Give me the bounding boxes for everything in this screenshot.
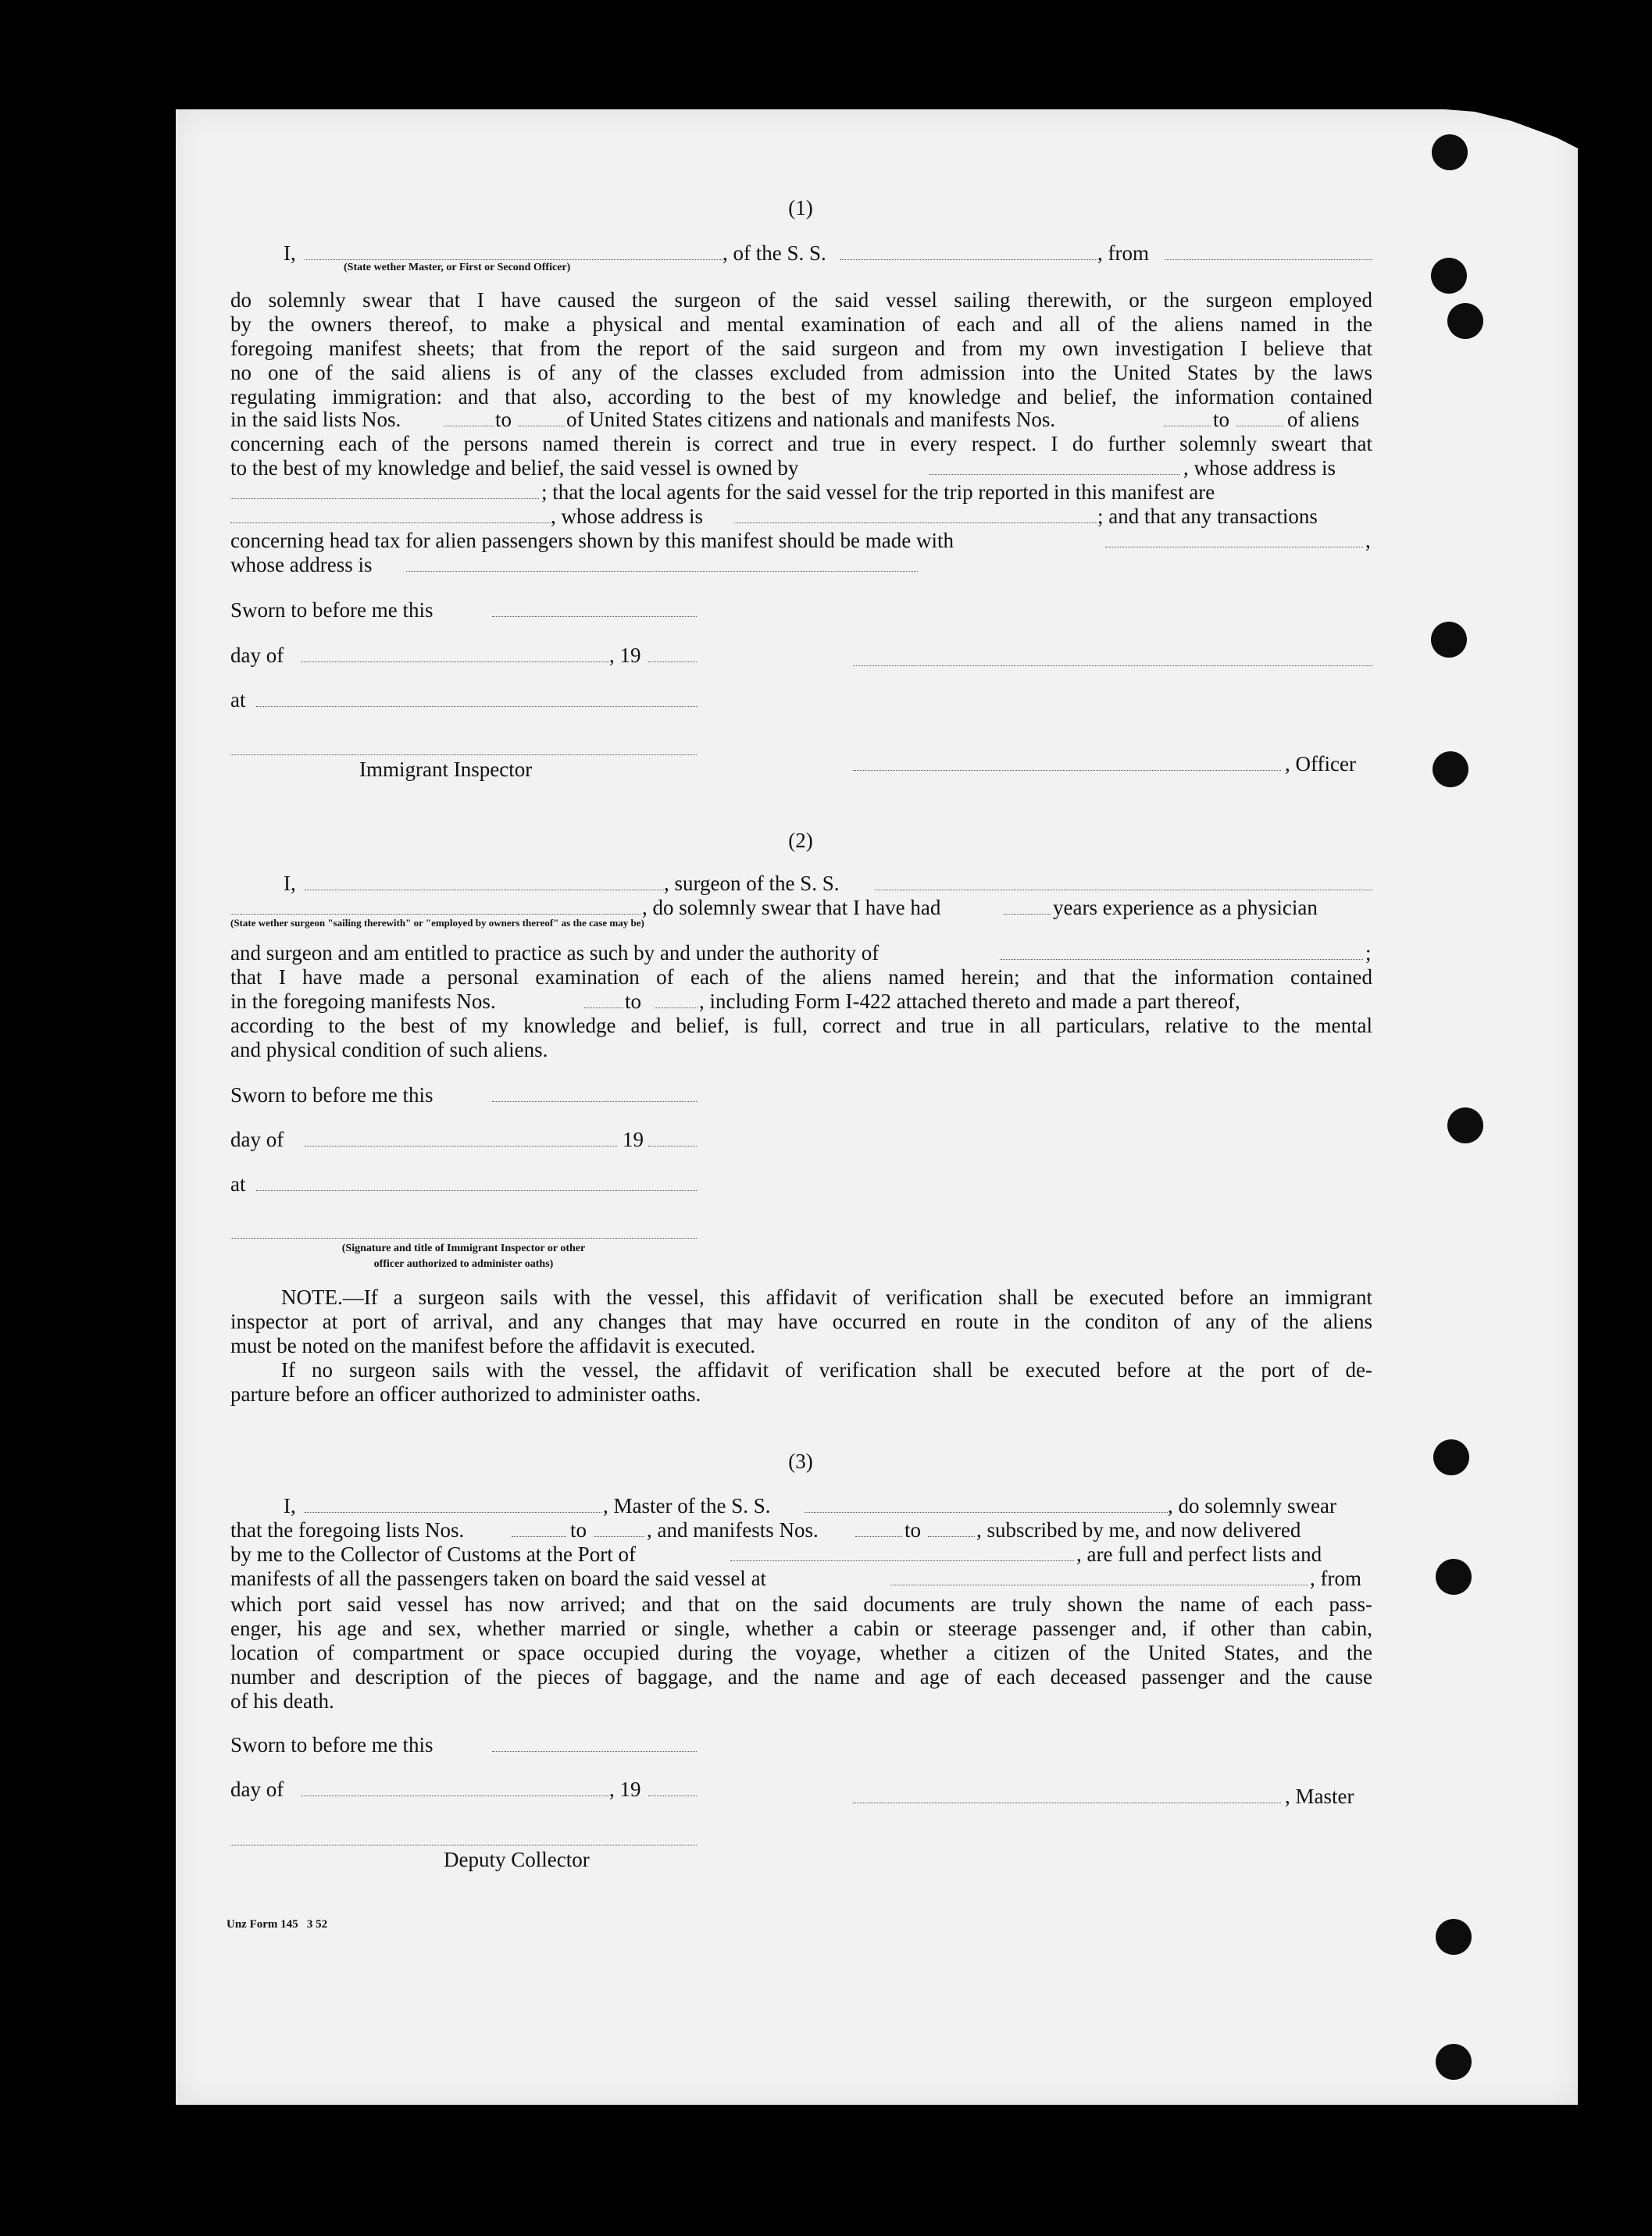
s3-subscribed-text: , subscribed by me, and now delivered [976, 1518, 1301, 1542]
s1-para-line: regulating immigration: and that also, according to the best of my knowledge and belief, the information contained [230, 385, 1372, 408]
s1-sworn-field[interactable] [492, 616, 697, 617]
s1-headtax-text: concerning head tax for alien passengers shown by this manifest should be made with [230, 529, 954, 552]
s2-at-field[interactable] [256, 1190, 697, 1191]
s2-sworn-field[interactable] [492, 1101, 697, 1102]
s1-vessel-field[interactable] [840, 259, 1097, 260]
s2-semicolon: ; [1365, 941, 1372, 965]
s1-inspector-signature-field[interactable] [230, 754, 697, 755]
s2-manifests-label: in the foregoing manifests Nos. [230, 990, 496, 1013]
s1-headtax-address-field[interactable] [406, 571, 918, 572]
s1-at-field[interactable] [256, 706, 697, 707]
s1-from-field[interactable] [1165, 259, 1372, 260]
s2-line4: that I have made a personal examination of each of the aliens named herein; and that the information contained [230, 965, 1372, 989]
s1-lists-label: in the said lists Nos. [230, 408, 401, 431]
s2-to: to [625, 990, 642, 1013]
s2-type-note: (State wether surgeon "sailing therewith" or "employed by owners thereof" as the case may be) [230, 917, 644, 929]
s2-dayof-label: day of [230, 1128, 284, 1151]
s3-lists-label: that the foregoing lists Nos. [230, 1518, 465, 1542]
s1-at-label: at [230, 688, 246, 711]
note-line: NOTE.—If a surgeon sails with the vessel, this affidavit of verification shall be executed before an immigrant [281, 1286, 1372, 1309]
s2-years-field[interactable] [1004, 914, 1051, 915]
s1-inspector-label: Immigrant Inspector [359, 758, 533, 781]
note-line: parture before an officer authorized to administer oaths. [230, 1382, 701, 1406]
s3-master-of-ss: , Master of the S. S. [603, 1494, 771, 1517]
s1-para [230, 288, 1372, 409]
s3-manifest-to-field[interactable] [928, 1536, 975, 1537]
s1-of-aliens: of aliens [1287, 408, 1360, 431]
s3-port-field[interactable] [730, 1560, 1074, 1561]
s1-name-field[interactable] [305, 259, 723, 260]
s1-agents-text: ; that the local agents for the said vessel for the trip reported in this manifest are [541, 480, 1215, 504]
s1-owner-field[interactable] [929, 474, 1179, 475]
note-line: If no surgeon sails with the vessel, the affidavit of verification shall be executed before at the port of de- [281, 1358, 1372, 1382]
s2-form-text: , including Form I-422 attached thereto and made a part thereof, [699, 990, 1240, 1013]
s1-title-note: (State wether Master, or First or Second Officer) [344, 262, 571, 273]
binder-hole [1436, 2044, 1472, 2080]
section-1-number: (1) [788, 196, 813, 219]
s1-dayof-label: day of [230, 644, 284, 667]
binder-hole [1433, 751, 1468, 787]
s3-para [230, 1592, 1372, 1714]
s2-surgeon-of-ss: , surgeon of the S. S. [664, 872, 840, 895]
s2-day-field[interactable] [305, 1146, 617, 1147]
s1-year-label: , 19 [609, 644, 641, 667]
s3-para-line: number and description of the pieces of baggage, and the name and age of each deceased passenger and the cause [230, 1665, 1372, 1689]
s3-to: to [570, 1518, 587, 1542]
s3-sworn-field[interactable] [492, 1751, 697, 1752]
binder-hole [1436, 1559, 1472, 1595]
s3-swear-text: , do solemnly swear [1168, 1494, 1336, 1517]
s1-officer-name-field[interactable] [853, 770, 1281, 771]
s3-deputy-signature-field[interactable] [230, 1845, 697, 1846]
s3-i: I, [284, 1494, 296, 1517]
s1-para-line: foregoing manifest sheets; that from the report of the said surgeon and from my own investigation I believe that [230, 337, 1372, 360]
s2-swear-text: , do solemnly swear that I have had [642, 896, 941, 919]
s1-citizens-text: of United States citizens and nationals and manifests Nos. [566, 408, 1056, 431]
s3-perfect-text: , are full and perfect lists and [1076, 1542, 1322, 1566]
binder-hole [1433, 1439, 1469, 1475]
s3-name-field[interactable] [305, 1512, 601, 1513]
binder-hole [1431, 258, 1467, 294]
s2-year-label: 19 [623, 1128, 644, 1151]
s2-manifest-to-field[interactable] [655, 1007, 698, 1008]
s3-manifests-label: , and manifests Nos. [647, 1518, 819, 1542]
binder-hole [1447, 1107, 1483, 1143]
s1-transactions-text: ; and that any transactions [1097, 505, 1318, 528]
s1-agents-address-label: , whose address is [551, 505, 703, 528]
s1-to: to [495, 408, 512, 431]
s1-owner-address-field[interactable] [230, 498, 539, 499]
s1-whose-address: , whose address is [1183, 456, 1336, 480]
s2-signature-note-1: (Signature and title of Immigrant Inspector or other [341, 1243, 586, 1254]
s3-master-label: , Master [1285, 1785, 1354, 1808]
s3-manifests-text: manifests of all the passengers taken on board the said vessel at [230, 1567, 767, 1590]
s3-lists-to-field[interactable] [594, 1536, 644, 1537]
s2-surgeon-type-field[interactable] [230, 914, 640, 915]
binder-hole [1447, 303, 1483, 339]
binder-hole [1432, 134, 1468, 170]
section-2-number: (2) [788, 829, 813, 852]
s2-line7: and physical condition of such aliens. [230, 1038, 548, 1061]
section-3-number: (3) [788, 1450, 813, 1473]
s1-para-line: do solemnly swear that I have caused the surgeon of the said vessel sailing therewith, or the surgeon employed [230, 288, 1372, 312]
binder-hole [1431, 622, 1467, 658]
note-line: inspector at port of arrival, and any changes that may have occurred en route in the conditon of any of the aliens [230, 1310, 1372, 1333]
s1-whose-address-2: whose address is [230, 553, 373, 576]
s2-authority-field[interactable] [1000, 959, 1363, 960]
s2-i: I, [284, 872, 296, 895]
s1-agents-address-field[interactable] [734, 522, 1097, 523]
s1-agents-field[interactable] [230, 522, 551, 523]
s2-year-field[interactable] [648, 1146, 697, 1147]
s2-signature-field[interactable] [230, 1238, 697, 1239]
s1-owned-text: to the best of my knowledge and belief, the said vessel is owned by [230, 456, 799, 480]
s3-dayof-label: day of [230, 1778, 284, 1801]
s3-para-line: enger, his age and sex, whether married or single, whether a cabin or steerage passenger and, if other than cabin, [230, 1617, 1372, 1640]
s3-sworn-label: Sworn to before me this [230, 1733, 434, 1756]
s1-i: I, [284, 241, 296, 265]
s1-of-ss: , of the S. S. [723, 241, 826, 265]
s1-officer-label: , Officer [1285, 752, 1356, 776]
s1-comma: , [1365, 529, 1371, 552]
s1-officer-signature-field[interactable] [853, 665, 1372, 666]
s1-para-line: by the owners thereof, to make a physical and mental examination of each and all of the aliens named in the [230, 312, 1372, 336]
s3-para-line: of his death. [230, 1689, 334, 1713]
s3-vessel-field[interactable] [805, 1512, 1168, 1513]
s3-para-line: location of compartment or space occupied during the voyage, whether a citizen of the United States, and the [230, 1641, 1372, 1664]
s3-year-label: , 19 [609, 1778, 641, 1801]
s2-signature-note-2: officer authorized to administer oaths) [373, 1258, 554, 1270]
s3-from: , from [1310, 1567, 1361, 1590]
s1-line7: concerning each of the persons named therein is correct and true in every respect. I do further solemnly sweart that [230, 432, 1372, 455]
s2-years-text: years experience as a physician [1053, 896, 1318, 919]
s2-sworn-label: Sworn to before me this [230, 1083, 434, 1107]
s3-para-line: which port said vessel has now arrived; and that on the said documents are truly shown the name of each pass- [230, 1592, 1372, 1616]
form-number: Unz Form 145 3 52 [227, 1918, 328, 1931]
s3-lists-from-field[interactable] [512, 1536, 566, 1537]
s2-at-label: at [230, 1172, 246, 1196]
s1-from: , from [1097, 241, 1149, 265]
s2-authority-text: and surgeon and am entitled to practice as such by and under the authority of [230, 941, 880, 965]
note-para-2 [230, 1358, 1372, 1407]
note-line: must be noted on the manifest before the affidavit is executed. [230, 1334, 756, 1357]
s3-manifest-from-field[interactable] [855, 1536, 902, 1537]
binder-hole [1436, 1919, 1472, 1955]
s1-to2: to [1213, 408, 1230, 431]
s3-deputy-label: Deputy Collector [444, 1848, 590, 1871]
s2-line6: according to the best of my knowledge and belief, is full, correct and true in all particulars, relative to the mental [230, 1014, 1372, 1037]
s3-to2: to [904, 1518, 922, 1542]
s1-sworn-label: Sworn to before me this [230, 598, 434, 622]
s2-manifest-from-field[interactable] [584, 1007, 623, 1008]
s3-collector-text: by me to the Collector of Customs at the Port of [230, 1542, 636, 1566]
s1-para-line: no one of the said aliens is of any of the classes excluded from admission into the United States by the laws [230, 361, 1372, 384]
note-para-1 [230, 1286, 1372, 1358]
